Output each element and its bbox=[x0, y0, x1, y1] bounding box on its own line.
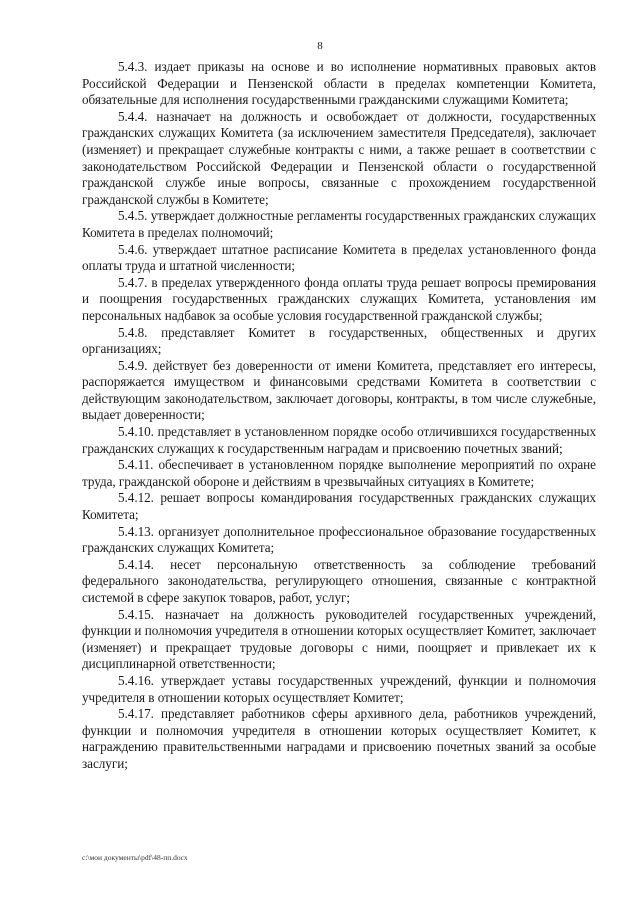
paragraph-5-4-14: 5.4.14. несет персональную ответственность за соблюдение требований федерального законодательства, регулирующего отношения, связанные с контрактной системой в сфере закупок товаров, работ, услуг; bbox=[82, 556, 596, 605]
paragraph-5-4-5: 5.4.5. утверждает должностные регламенты государственных гражданских служащих Комитета в пределах полномочий; bbox=[82, 208, 596, 240]
paragraph-5-4-17: 5.4.17. представляет работников сферы архивного дела, работников учреждений, функции и полномочия учредителя в отношении которых осуществляет Комитет, к награждению правительственными наградами и присвоению почетных званий за особые заслуги; bbox=[82, 706, 596, 771]
paragraph-5-4-16: 5.4.16. утверждает уставы государственных учреждений, функции и полномочия учредителя в отношении которых осуществляет Комитет; bbox=[82, 672, 596, 705]
paragraph-5-4-13: 5.4.13. организует дополнительное профессиональное образование государственных гражданских служащих Комитета; bbox=[82, 523, 596, 556]
document-body bbox=[82, 59, 596, 773]
paragraph-5-4-15: 5.4.15. назначает на должность руководителей государственных учреждений, функции и полномочия учредителя в отношении которых осуществляет Комитет, заключает (изменяет) и прекращает трудовые договоры с ними, поощряет и привлекает их к дисциплинарной ответственности; bbox=[82, 606, 596, 672]
paragraph-5-4-3: 5.4.3. издает приказы на основе и во исполнение нормативных правовых актов Российской Федерации и Пензенской области в пределах компетенции Комитета, обязательные для исполнения государственными гражданскими служащими Комитета; bbox=[82, 59, 596, 108]
paragraph-5-4-6: 5.4.6. утверждает штатное расписание Комитета в пределах установленного фонда оплаты труда и штатной численности; bbox=[82, 241, 596, 274]
paragraph-5-4-10: 5.4.10. представляет в установленном порядке особо отличившихся государственных гражданских служащих к государственным наградам и присвоению почетных званий; bbox=[82, 424, 596, 456]
paragraph-5-4-9: 5.4.9. действует без доверенности от имени Комитета, представляет его интересы, распоряжается имуществом и финансовыми средствами Комитета в соответствии с действующим законодательством, заключает договоры, контракты, в том числе служебные, выдает доверенности; bbox=[82, 357, 596, 423]
page-number: 8 bbox=[317, 40, 323, 52]
paragraph-5-4-7: 5.4.7. в пределах утвержденного фонда оплаты труда решает вопросы премирования и поощрения государственных гражданских служащих Комитета, установления им персональных надбавок за особые условия государственной гражданской службы; bbox=[82, 274, 596, 323]
paragraph-5-4-12: 5.4.12. решает вопросы командирования государственных гражданских служащих Комитета; bbox=[82, 490, 596, 523]
paragraph-5-4-11: 5.4.11. обеспечивает в установленном порядке выполнение мероприятий по охране труда, гражданской обороне и действиям в чрезвычайных ситуациях в Комитете; bbox=[82, 457, 596, 489]
paragraph-5-4-8: 5.4.8. представляет Комитет в государственных, общественных и других организациях; bbox=[82, 324, 596, 357]
footer-file-path: c:\мои документы\pdf\48-пп.docx bbox=[82, 853, 188, 862]
paragraph-5-4-4: 5.4.4. назначает на должность и освобождает от должности, государственных гражданских служащих Комитета (за исключением заместителя Председателя), заключает (изменяет) и прекращает служебные контракты с ними, а также решает в соответствии с законодательством Российской Федерации и Пензенской области о государственной гражданской службе иные вопросы, связанные с прохождением государственной гражданской службы в Комитете; bbox=[82, 108, 596, 207]
